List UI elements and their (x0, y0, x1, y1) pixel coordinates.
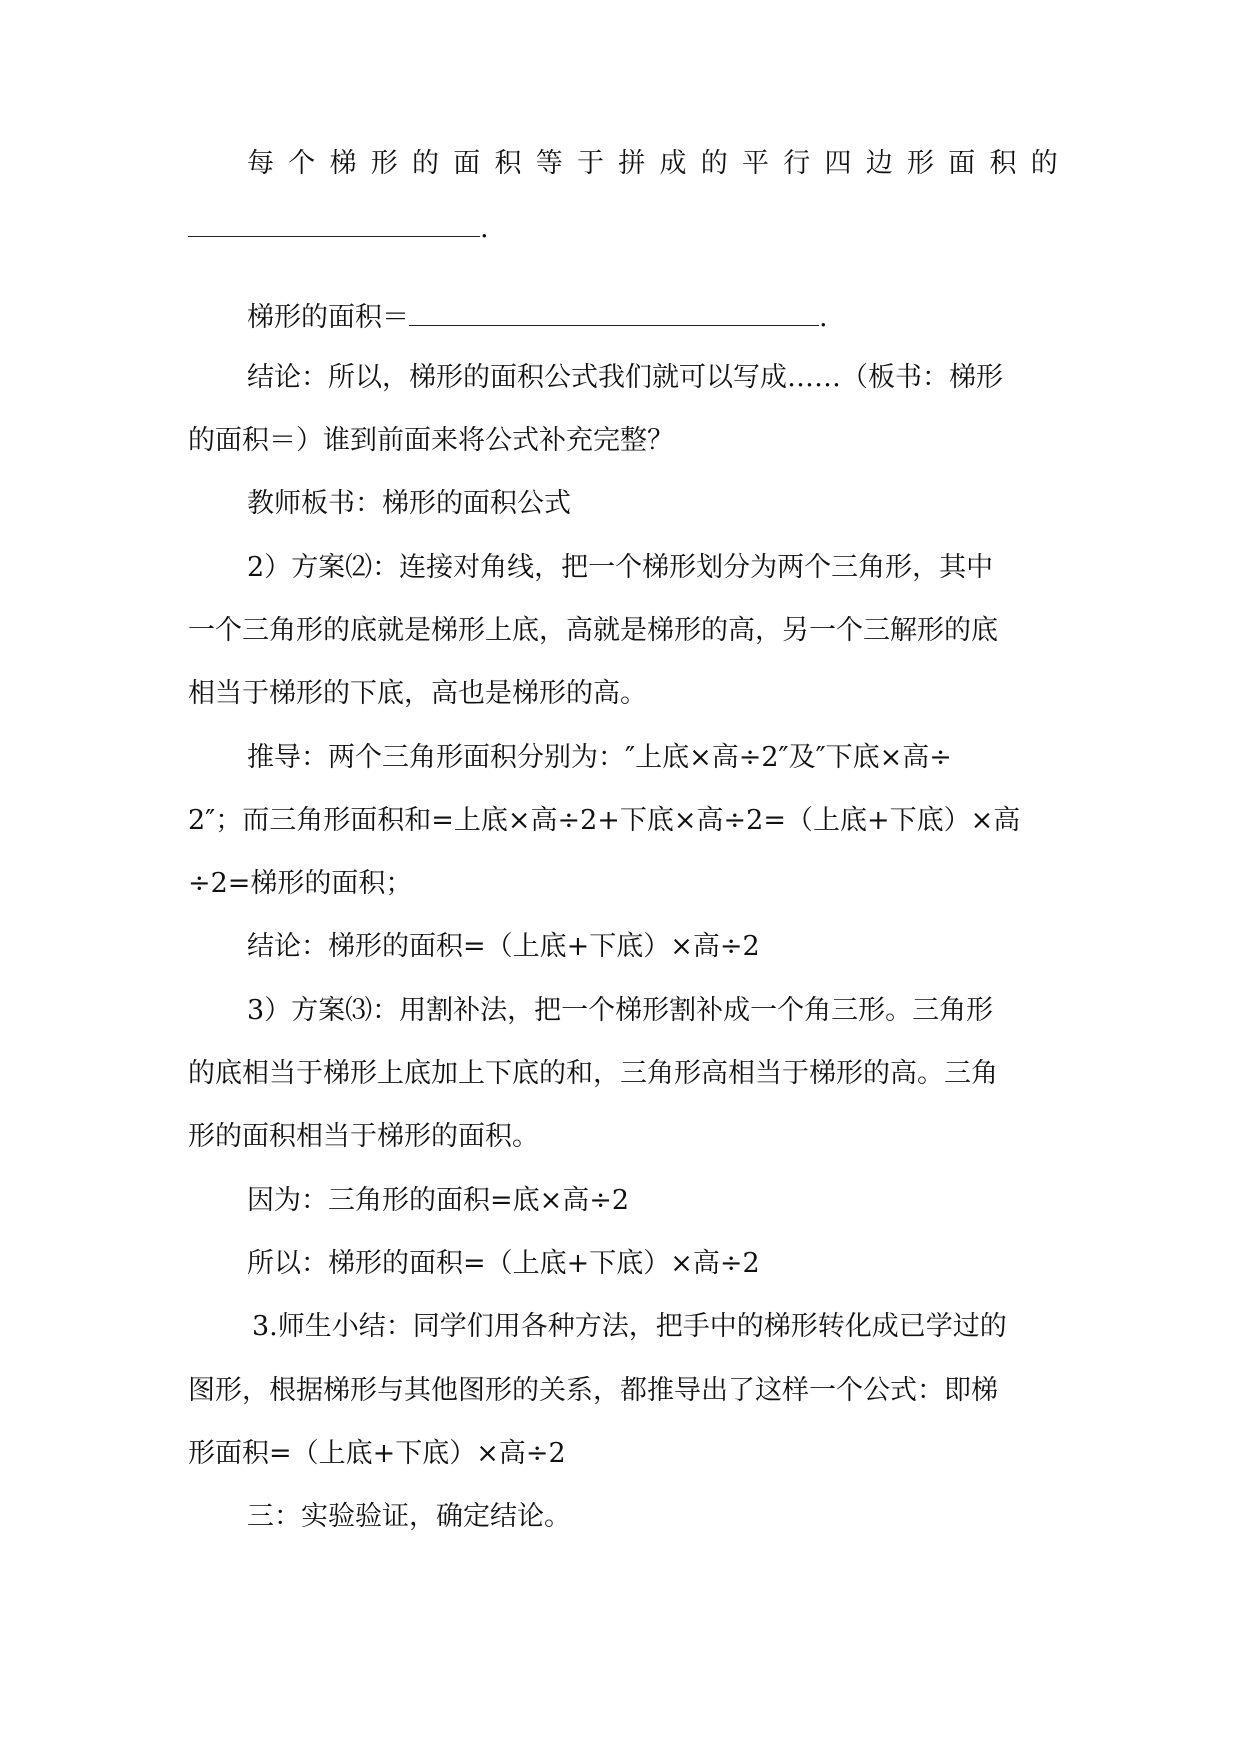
paragraph-6-line-1: 推导：两个三角形面积分别为：″上底×高÷2″及″下底×高÷ (247, 742, 952, 773)
paragraph-6-line-3: ÷2=梯形的面积； (188, 868, 413, 899)
char: 个 (288, 148, 316, 179)
char: 面 (948, 148, 976, 179)
paragraph-5-line-3: 相当于梯形的下底，高也是梯形的高。 (188, 678, 647, 709)
char: 行 (783, 148, 811, 179)
char: 四 (824, 148, 852, 179)
fill-in-blank (409, 299, 819, 326)
char: 成 (659, 148, 687, 179)
char: 边 (865, 148, 893, 179)
paragraph-12: 三：实验验证，确定结论。 (247, 1501, 571, 1532)
char: 的 (700, 148, 728, 179)
char: 梯 (329, 148, 357, 179)
char: 拼 (618, 148, 646, 179)
char: 于 (577, 148, 604, 179)
char: 每 (247, 148, 274, 179)
paragraph-1-line-2: . (188, 210, 1058, 247)
paragraph-3-line-1: 结论：所以，梯形的面积公式我们就可以写成……（板书：梯形 (247, 362, 1003, 393)
char: 的 (1030, 148, 1058, 179)
char: 积 (494, 148, 522, 179)
paragraph-3-line-2: 的面积＝）谁到前面来将公式补充完整？ (188, 425, 674, 456)
paragraph-7: 结论：梯形的面积=（上底+下底）×高÷2 (247, 931, 760, 962)
paragraph-1-line-1 (247, 146, 1058, 182)
paragraph-10: 所以：梯形的面积=（上底+下底）×高÷2 (247, 1248, 760, 1279)
paragraph-8-line-3: 形的面积相当于梯形的面积。 (188, 1121, 539, 1152)
paragraph-8-line-2: 的底相当于梯形上底加上下底的和，三角形高相当于梯形的高。三角 (188, 1058, 998, 1089)
paragraph-9: 因为：三角形的面积=底×高÷2 (247, 1185, 630, 1216)
paragraph-2: 梯形的面积＝ . (247, 299, 1058, 336)
char: 平 (742, 148, 769, 179)
paragraph-11-line-3: 形面积=（上底+下底）×高÷2 (188, 1438, 566, 1469)
paragraph-5-line-2: 一个三角形的底就是梯形上底，高就是梯形的高，另一个三解形的底 (188, 615, 998, 646)
char: 的 (412, 148, 439, 179)
char: 形 (370, 148, 398, 179)
paragraph-11-line-2: 图形，根据梯形与其他图形的关系，都推导出了这样一个公式：即梯 (188, 1375, 998, 1406)
fill-in-blank (188, 210, 480, 237)
paragraph-6-line-2: 2″；而三角形面积和=上底×高÷2+下底×高÷2=（上底+下底）×高 (188, 805, 1021, 836)
paragraph-5-line-1: 2）方案⑵：连接对角线，把一个梯形划分为两个三角形，其中 (247, 552, 994, 583)
paragraph-11-line-1: 3.师生小结：同学们用各种方法，把手中的梯形转化成已学过的 (252, 1311, 1007, 1342)
char: 积 (989, 148, 1017, 179)
paragraph-4: 教师板书：梯形的面积公式 (247, 488, 571, 519)
char: 面 (453, 148, 481, 179)
char: 形 (907, 148, 934, 179)
paragraph-8-line-1: 3）方案⑶：用割补法，把一个梯形割补成一个角三形。三角形 (247, 995, 994, 1026)
char: 等 (535, 148, 563, 179)
